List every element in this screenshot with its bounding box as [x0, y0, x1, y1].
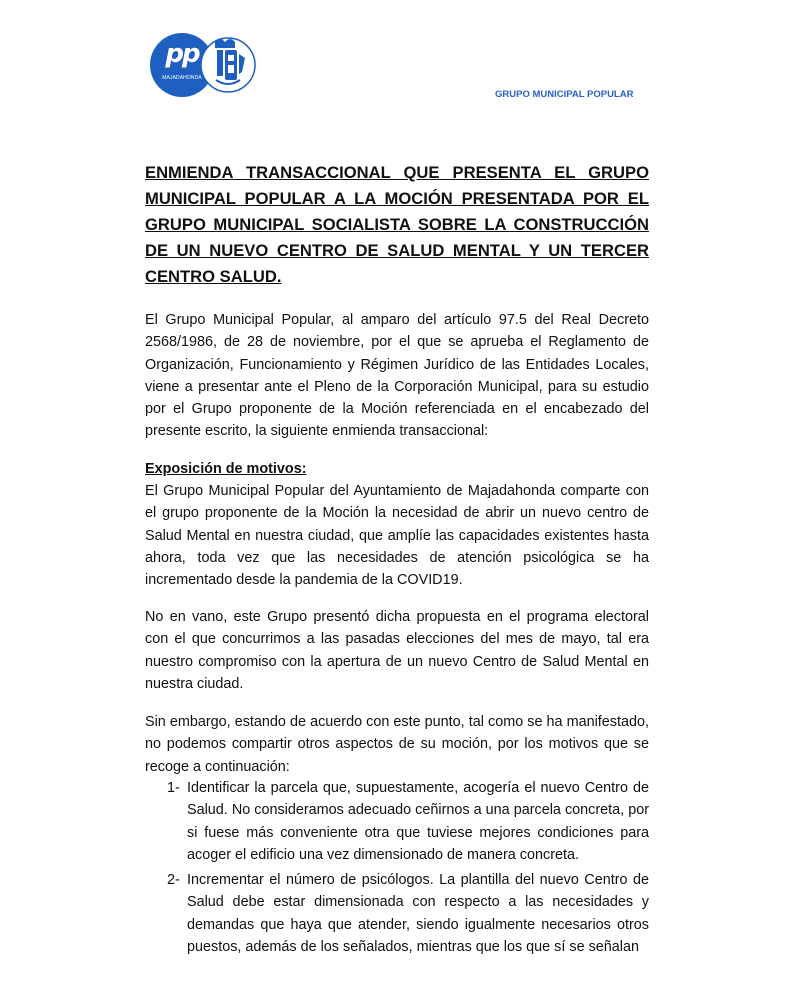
list-item-number: 1-	[167, 780, 180, 796]
group-header-label: GRUPO MUNICIPAL POPULAR	[495, 89, 634, 100]
document-title: ENMIENDA TRANSACCIONAL QUE PRESENTA EL GRUPO MUNICIPAL POPULAR A LA MOCIÓN PRESENTADA POR EL GRUPO MUNICIPAL SOCIALISTA SOBRE LA CONSTRUCCIÓN DE UN NUEVO CENTRO DE SALUD MENTAL Y UN TERCER CENTRO SALUD.	[145, 163, 649, 286]
intro-paragraph: El Grupo Municipal Popular, al amparo del artículo 97.5 del Real Decreto 2568/1986, de 28 de noviembre, por el que se aprueba el Reglamento de Organización, Funcionamiento y Régimen Jurídico de las Entidades Locales, viene a presentar ante el Pleno de la Corporación Municipal, para su estudio por el Grupo proponente de la Moción referenciada en el encabezado del presente escrito, la siguiente enmienda transaccional:	[145, 312, 649, 440]
motives-paragraph-2: No en vano, este Grupo presentó dicha propuesta en el programa electoral con el que concurrimos a las pasadas elecciones del mes de mayo, tal era nuestro compromiso con la apertura de un nuevo Centro de Salud Mental en nuestra ciudad.	[145, 609, 649, 692]
objections-list	[145, 777, 649, 961]
majadahonda-coat-of-arms-icon	[198, 28, 256, 98]
list-item	[145, 869, 649, 958]
list-item-text: Identificar la parcela que, supuestamente, acogería el nuevo Centro de Salud. No consideramos adecuado ceñirnos a una parcela concreta, por si fuese más conveniente otra que tuviese mejores condiciones para acoger el edificio una vez dimensionado de manera concreta.	[187, 780, 649, 863]
motives-paragraph-1: El Grupo Municipal Popular del Ayuntamiento de Majadahonda comparte con el grupo proponente de la Moción la necesidad de abrir un nuevo centro de Salud Mental en nuestra ciudad, que amplíe las capacidades existentes hasta ahora, toda vez que las necesidades de atención psicológica se ha incrementado desde la pandemia de la COVID19.	[145, 483, 649, 589]
pp-logo-city: MAJADAHONDA	[162, 75, 202, 81]
pp-logo-text: pp	[165, 39, 199, 69]
section-heading: Exposición de motivos:	[145, 461, 307, 477]
list-item	[145, 777, 649, 866]
list-item-number: 2-	[167, 872, 180, 889]
list-item-text: Incrementar el número de psicólogos. La plantilla del nuevo Centro de Salud debe estar dimensionada con respecto a las necesidades y demandas que haya que atender, siendo igualmente necesarios otros puestos, además de los señalados, mientras que los que sí se señalan	[187, 872, 649, 956]
motives-paragraph-3: Sin embargo, estando de acuerdo con este punto, tal como se ha manifestado, no podemos compartir otros aspectos de su moción, por los motivos que se recoge a continuación:	[145, 714, 649, 775]
